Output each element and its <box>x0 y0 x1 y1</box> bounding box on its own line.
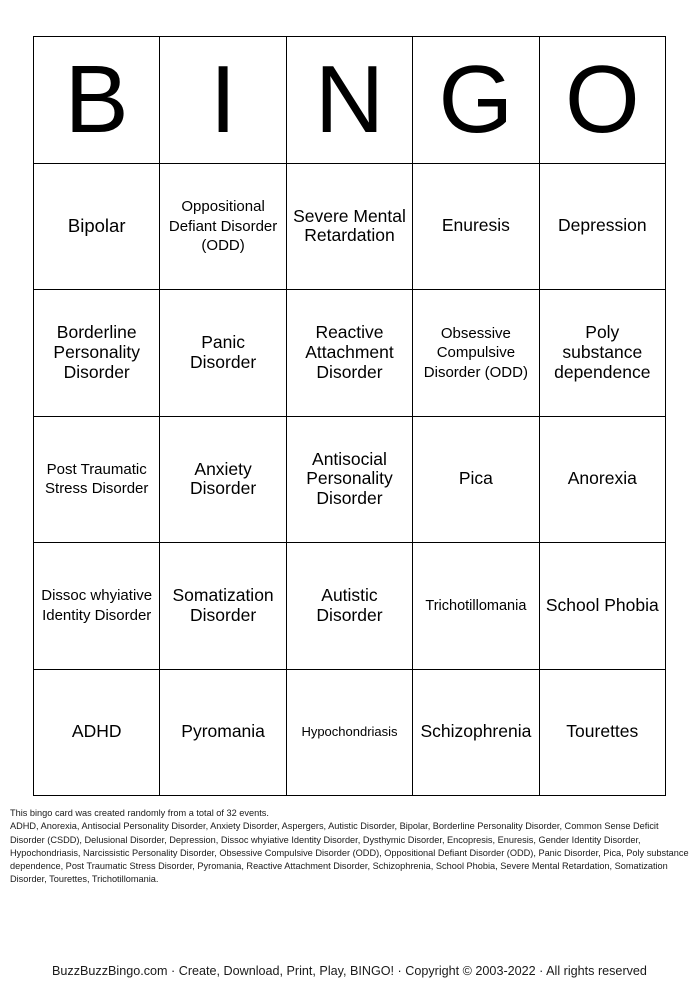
header-letter-b: B <box>34 37 160 164</box>
notes-event-list: ADHD, Anorexia, Antisocial Personality Disorder, Anxiety Disorder, Aspergers, Autistic Disorder, Bipolar, Borderline Personality Disorder, Common Sense Deficit Disorder (CSDD), Delusional Disorder, Depression, Dissoc whyiative Identity Disorder, Dysthymic Disorder, Encopresis, Enuresis, Gender Identity Disorder, Hypochondriasis, Narcissistic Personality Disorder, Obsessive Compulsive Disorder (ODD), Oppositional Defiant Disorder (ODD), Panic Disorder, Pica, Poly substance dependence, Post Traumatic Stress Disorder, Pyromania, Reactive Attachment Disorder, Schizophrenia, School Phobia, Severe Mental Retardation, Somatization Disorder, Tourettes, Trichotillomania. <box>10 821 689 885</box>
bingo-cell: Somatization Disorder <box>160 543 286 670</box>
bingo-cell: Panic Disorder <box>160 290 286 417</box>
header-letter-g: G <box>413 37 539 164</box>
bingo-cell: Borderline Personality Disorder <box>34 290 160 417</box>
bingo-cell: Schizophrenia <box>413 670 539 797</box>
footer-copyright: BuzzBuzzBingo.com · Create, Download, Print, Play, BINGO! · Copyright © 2003-2022 · All rights reserved <box>52 964 647 978</box>
bingo-cell: Bipolar <box>34 164 160 291</box>
header-letter-i: I <box>160 37 286 164</box>
event-notes <box>10 807 690 887</box>
bingo-cell: Poly substance dependence <box>540 290 666 417</box>
bingo-card <box>33 36 666 796</box>
bingo-cell: Antisocial Personality Disorder <box>287 417 413 544</box>
bingo-cell: Anorexia <box>540 417 666 544</box>
bingo-cell: Post Traumatic Stress Disorder <box>34 417 160 544</box>
bingo-cell: ADHD <box>34 670 160 797</box>
bingo-cell: Depression <box>540 164 666 291</box>
bingo-cell: Pica <box>413 417 539 544</box>
bingo-cell: Dissoc whyiative Identity Disorder <box>34 543 160 670</box>
bingo-cell: Pyromania <box>160 670 286 797</box>
bingo-cell: Autistic Disorder <box>287 543 413 670</box>
bingo-cell: Trichotillomania <box>413 543 539 670</box>
notes-summary: This bingo card was created randomly from a total of 32 events. <box>10 808 269 818</box>
bingo-cell: Reactive Attachment Disorder <box>287 290 413 417</box>
header-letter-o: O <box>540 37 666 164</box>
bingo-cell: Anxiety Disorder <box>160 417 286 544</box>
bingo-cell: Tourettes <box>540 670 666 797</box>
bingo-cell: Obsessive Compulsive Disorder (ODD) <box>413 290 539 417</box>
bingo-cell: School Phobia <box>540 543 666 670</box>
header-letter-n: N <box>287 37 413 164</box>
bingo-cell: Oppositional Defiant Disorder (ODD) <box>160 164 286 291</box>
bingo-cell: Severe Mental Retardation <box>287 164 413 291</box>
bingo-cell: Hypochondriasis <box>287 670 413 797</box>
bingo-cell: Enuresis <box>413 164 539 291</box>
